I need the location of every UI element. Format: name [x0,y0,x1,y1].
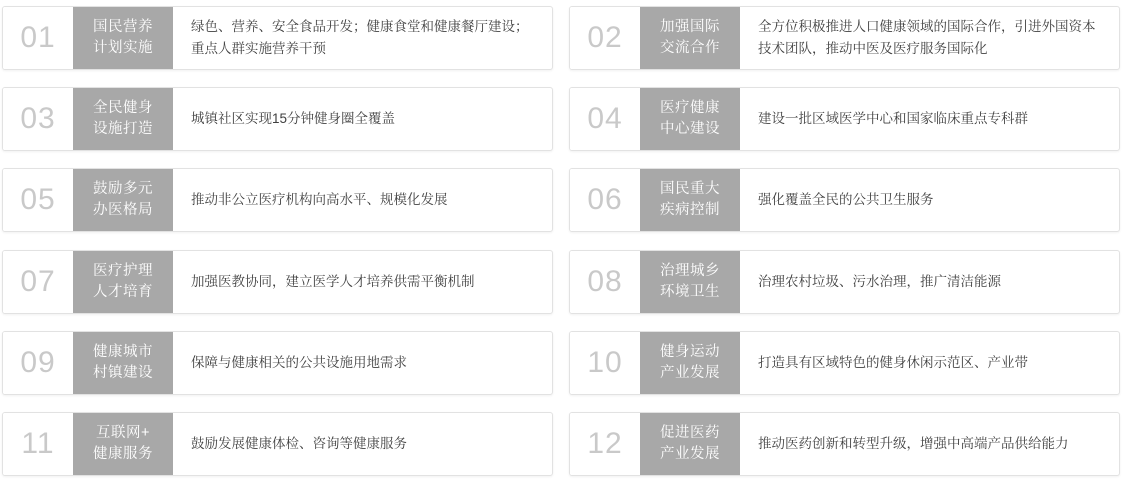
item-title-line: 产业发展 [660,364,720,381]
item-title [640,7,740,69]
item-title-line: 办医格局 [93,202,153,219]
list-item[interactable] [569,6,1120,70]
item-title-line: 健康城市 [93,343,153,360]
item-number: 02 [570,7,640,69]
item-description-text: 建设一批区域医学中心和国家临床重点专科群 [758,111,1028,127]
item-title [640,332,740,394]
list-item[interactable] [2,412,553,476]
item-number: 01 [3,7,73,69]
list-item[interactable] [2,87,553,151]
diagram-column-left [0,0,553,482]
item-number: 07 [3,251,73,313]
item-description [740,7,1119,69]
item-description-text: 推动非公立医疗机构向高水平、规模化发展 [191,192,448,208]
item-description-text: 保障与健康相关的公共设施用地需求 [191,354,407,370]
item-number: 03 [3,88,73,150]
item-title-line: 治理城乡 [660,262,720,279]
item-title-line: 鼓励多元 [93,181,153,198]
item-title [640,413,740,475]
item-title [640,169,740,231]
item-description-text: 治理农村垃圾、污水治理，推广清洁能源 [758,273,1001,289]
list-item[interactable] [569,412,1120,476]
list-item[interactable] [2,6,553,70]
item-title-line: 计划实施 [93,40,153,56]
diagram-column-right [569,0,1122,482]
item-description-text: 鼓励发展健康体检、咨询等健康服务 [191,435,407,451]
item-title [73,88,173,150]
item-title-line: 疾病控制 [660,202,720,219]
list-item[interactable] [569,331,1120,395]
item-title [73,413,173,475]
item-title [640,251,740,313]
item-number: 08 [570,251,640,313]
item-description-text: 全方位积极推进人口健康领域的国际合作，引进外国资本技术团队，推动中医及医疗服务国际化 [758,19,1096,56]
item-title-line: 健康服务 [93,445,153,462]
item-title [73,251,173,313]
item-description [173,251,552,313]
item-number: 05 [3,169,73,231]
item-description [740,413,1119,475]
item-title-line: 医疗健康 [660,100,720,117]
item-description-text: 强化覆盖全民的公共卫生服务 [758,192,934,208]
column-separator [553,0,569,482]
list-item[interactable] [569,250,1120,314]
item-description [740,332,1119,394]
item-title-line: 中心建设 [660,121,720,138]
item-title [73,332,173,394]
item-description-text: 城镇社区实现15分钟健身圈全覆盖 [191,111,396,127]
item-title-line: 环境卫生 [660,283,720,300]
item-number: 06 [570,169,640,231]
item-description-text: 绿色、营养、安全食品开发；健康食堂和健康餐厅建设；重点人群实施营养干预 [191,19,529,56]
item-title-line: 国民营养 [93,19,153,35]
item-number: 09 [3,332,73,394]
item-title-line: 村镇建设 [93,364,153,381]
item-number: 10 [570,332,640,394]
item-description [740,88,1119,150]
item-description [173,332,552,394]
item-title-line: 全民健身 [93,100,153,117]
item-title-line: 促进医药 [660,424,720,441]
item-title-line: 设施打造 [93,121,153,138]
item-description-text: 推动医药创新和转型升级，增强中高端产品供给能力 [758,435,1069,451]
item-title [640,88,740,150]
item-title-line: 互联网+ [96,424,150,441]
item-description [740,251,1119,313]
item-number: 12 [570,413,640,475]
item-title [73,169,173,231]
list-item[interactable] [569,87,1120,151]
item-title-line: 国民重大 [660,181,720,198]
item-title-line: 产业发展 [660,445,720,462]
item-description-text: 打造具有区域特色的健身休闲示范区、产业带 [758,354,1028,370]
item-title-line: 人才培育 [93,283,153,300]
item-title-line: 加强国际 [660,19,720,35]
item-description [173,7,552,69]
list-item[interactable] [2,331,553,395]
item-title [73,7,173,69]
item-title-line: 健身运动 [660,343,720,360]
item-description [173,169,552,231]
item-description [173,88,552,150]
item-description-text: 加强医教协同，建立医学人才培养供需平衡机制 [191,273,475,289]
item-number: 04 [570,88,640,150]
item-title-line: 医疗护理 [93,262,153,279]
item-number: 11 [3,413,73,475]
item-title-line: 交流合作 [660,40,720,56]
item-description [173,413,552,475]
list-item[interactable] [569,168,1120,232]
list-item[interactable] [2,250,553,314]
item-description [740,169,1119,231]
list-item[interactable] [2,168,553,232]
